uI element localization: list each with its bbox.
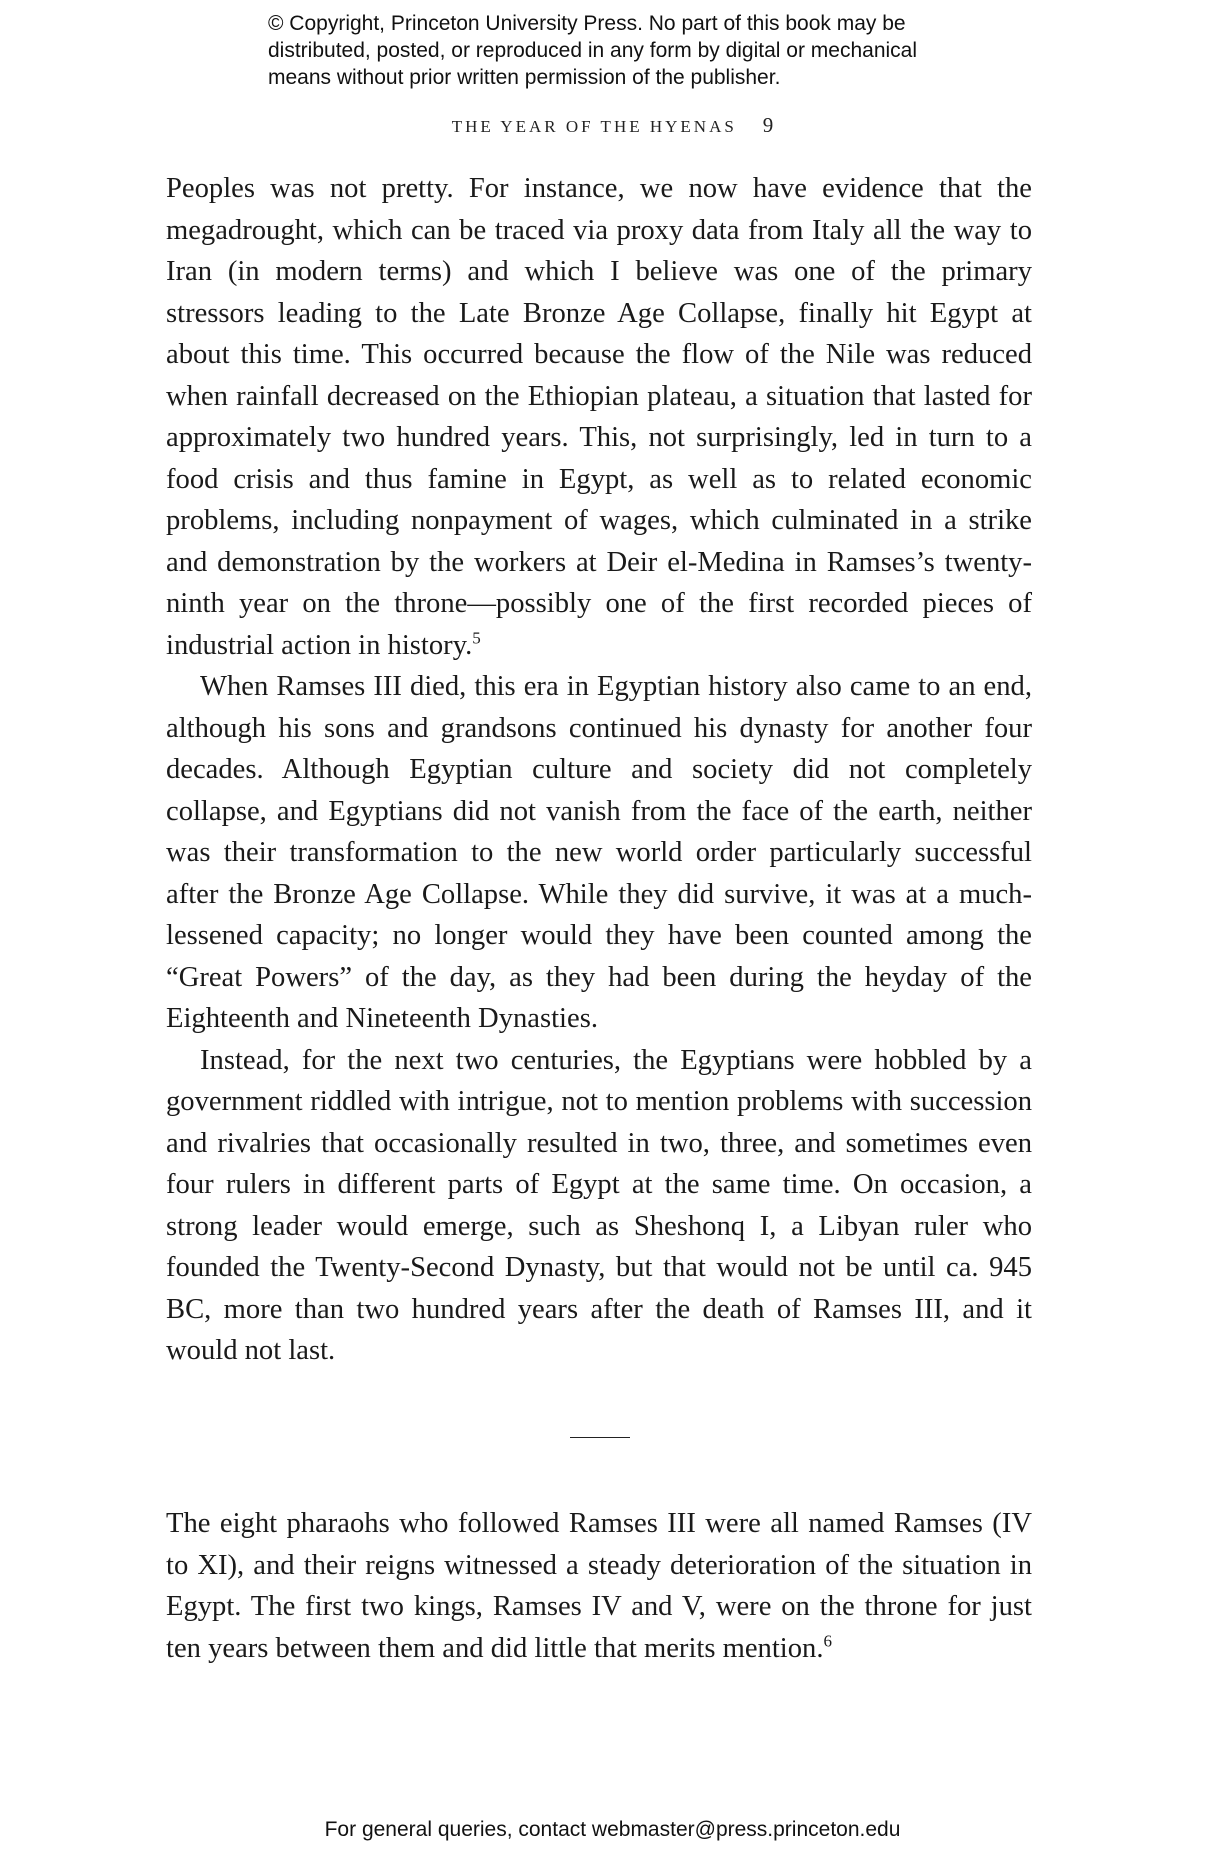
- footnote-ref-6[interactable]: 6: [823, 1630, 832, 1650]
- paragraph-1: [166, 168, 1032, 666]
- copyright-line-3: means without prior written permission of the publisher.: [268, 66, 781, 89]
- paragraph-1-text: Peoples was not pretty. For instance, we now have evidence that the megadrought, which can be traced via proxy data from Italy all the way to Iran (in modern terms) and which I believe was one of the primary stressors leading to the Late Bronze Age Collapse, finally hit Egypt at about this time. This occurred because the flow of the Nile was reduced when rainfall decreased on the Ethiopian plateau, a situation that lasted for approximately two hundred years. This, not surprisingly, led in turn to a food crisis and thus famine in Egypt, as well as to related economic problems, including nonpayment of wages, which culminated in a strike and demonstration by the workers at Deir el-Medina in Ramses’s twenty-ninth year on the throne—possibly one of the first recorded pieces of industrial action in history.: [166, 173, 1032, 661]
- copyright-line-2: distributed, posted, or reproduced in any form by digital or mechanical: [268, 39, 918, 62]
- copyright-line-1: © Copyright, Princeton University Press. No part of this book may be: [268, 12, 906, 35]
- paragraph-3: Instead, for the next two centuries, the Egyptians were hobbled by a government riddled with intrigue, not to mention problems with succession and rivalries that occasionally resulted in two, three, and sometimes even four rulers in different parts of Egypt at the same time. On occasion, a strong leader would emerge, such as Sheshonq I, a Libyan ruler who founded the Twenty-Second Dynasty, but that would not be until ca. 945 BC, more than two hundred years after the death of Ramses III, and it would not last.: [166, 1044, 1032, 1366]
- footnote-ref-5[interactable]: 5: [472, 627, 481, 647]
- body-text-section-2: [166, 1503, 1032, 1669]
- footer-contact: For general queries, contact webmaster@press.princeton.edu: [324, 1818, 901, 1841]
- section-break-rule: [570, 1437, 630, 1438]
- paragraph-4: [166, 1503, 1032, 1669]
- paragraph-2: When Ramses III died, this era in Egyptian history also came to an end, although his sons and grandsons continued his dynasty for another four decades. Although Egyptian culture and society did not completely collapse, and Egyptians did not vanish from the face of the earth, neither was their transformation to the new world order particularly successful after the Bronze Age Collapse. While they did survive, it was at a much-lessened capacity; no longer would they have been counted among the “Great Powers” of the day, as they had been during the heyday of the Eighteenth and Nineteenth Dynasties.: [166, 671, 1032, 1034]
- page-number: 9: [762, 113, 774, 137]
- paragraph-4-text: The eight pharaohs who followed Ramses III were all named Ramses (IV to XI), and their reigns witnessed a steady deterioration of the situation in Egypt. The first two kings, Ramses IV and V, were on the throne for just ten years between them and did little that merits mention.: [166, 1508, 1032, 1664]
- body-text-section-1: [166, 168, 1032, 1372]
- running-head: [0, 113, 1225, 138]
- copyright-notice: [268, 10, 1028, 91]
- running-head-title: THE YEAR OF THE HYENAS: [451, 117, 737, 136]
